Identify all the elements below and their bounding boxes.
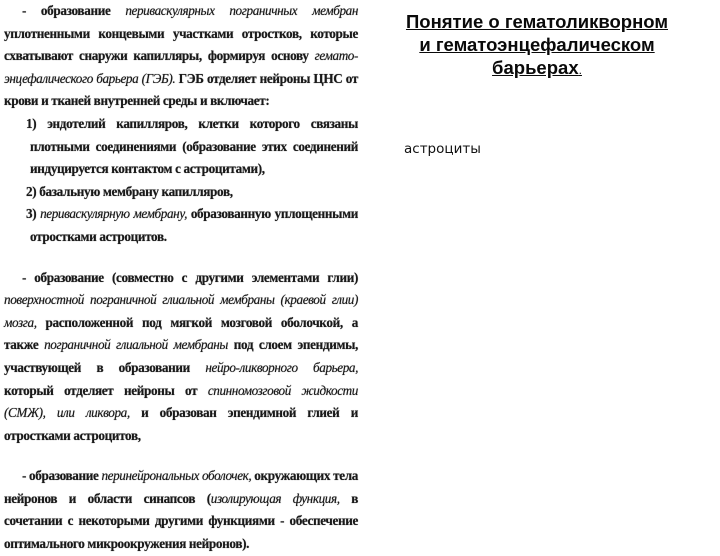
italic-term: спинномозговой жидкости (СМЖ), или ликвора, xyxy=(4,382,358,421)
paragraph-spacer xyxy=(4,447,358,465)
text-run: - образование xyxy=(22,3,126,18)
slide-title-period: . xyxy=(578,63,582,77)
italic-term: периваскулярных пограничных мембран xyxy=(125,3,358,18)
text-run: в сочетании с некоторыми другими функциями - обеспечение оптимального микроокружения нейронов). xyxy=(4,490,358,552)
paragraph-astrocyte-function-3 xyxy=(4,465,358,555)
italic-term: пограничной глиальной мембраны xyxy=(44,337,228,353)
text-run: 2) базальную мембрану капилляров, xyxy=(26,183,233,199)
italic-term: периваскулярную мембрану, xyxy=(40,206,188,222)
italic-term: поверхностной пограничной глиальной мембраны (краевой глии) мозга, xyxy=(4,292,358,330)
text-run: 1) эндотелий капилляров, клетки которого связаны плотными соединениями (образование этих соединений индуцируется контактом с астроцитами), xyxy=(26,115,358,177)
text-run: - образование xyxy=(22,468,102,484)
scanned-textbook-page xyxy=(4,0,359,552)
text-run: под слоем эпендимы, участвующей в образовании xyxy=(4,337,358,375)
italic-term: перинейрональных оболочек, xyxy=(101,468,252,484)
text-run: - образование (совместно с другими элементами глии) xyxy=(22,269,358,285)
text-run: и образован эпендимной глией и отростками астроцитов, xyxy=(4,405,358,443)
italic-term: нейро-ликворного барьера, xyxy=(205,359,358,375)
list-item-perivascular-membrane xyxy=(4,203,358,248)
list-item-basement-membrane xyxy=(4,181,358,204)
text-run: окружающих тела нейронов и области синапсов ( xyxy=(4,468,358,506)
bullet-item-astrocytes: астроциты xyxy=(404,141,481,157)
text-run: образованную уплощенными отростками астроцитов. xyxy=(30,206,359,244)
paragraph-astrocyte-function-2 xyxy=(4,267,358,448)
text-run: расположенной под мягкой мозговой оболочкой, а также xyxy=(4,314,358,353)
slide-title-text: Понятие о гематоликворном и гематоэнцефалическом барьерах xyxy=(405,11,669,78)
italic-term: изолирующая функция, xyxy=(210,490,340,506)
text-run: 3) xyxy=(26,206,41,222)
text-run: который отделяет нейроны от xyxy=(4,382,208,398)
paragraph-spacer xyxy=(4,249,358,267)
slide-title xyxy=(398,10,676,82)
italic-term: гемато-энцефалического барьера (ГЭБ). xyxy=(4,48,358,86)
paragraph-astrocyte-function-1 xyxy=(4,0,358,113)
list-item-endothelium xyxy=(4,113,358,181)
text-run: уплотненными концевыми участками отростков, которые схватывают снаружи капилляры, формируя основу xyxy=(4,25,358,64)
text-run: ГЭБ отделяет нейроны ЦНС от крови и тканей внутренней среды и включает: xyxy=(4,70,358,109)
